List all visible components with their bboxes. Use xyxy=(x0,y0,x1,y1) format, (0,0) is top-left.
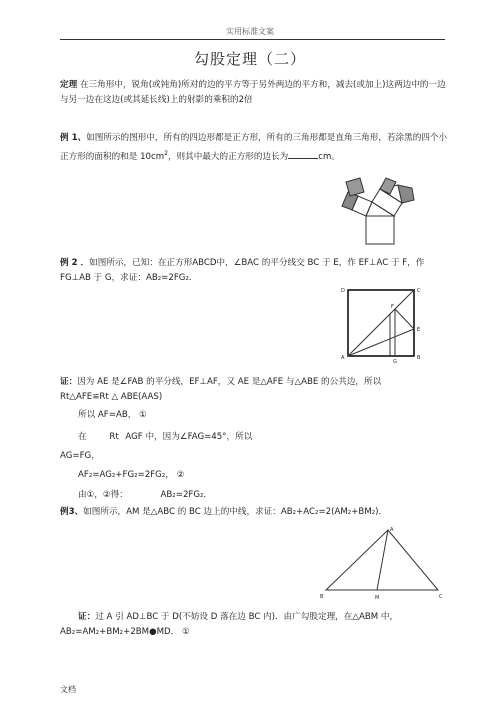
shaded-square-4 xyxy=(398,185,414,203)
example2-paragraph xyxy=(60,256,450,286)
proof2-block xyxy=(60,375,450,405)
example1-paragraph xyxy=(60,131,450,165)
example1-sup: 2 xyxy=(164,150,168,157)
example3-paragraph xyxy=(60,505,450,520)
theorem-paragraph xyxy=(60,78,450,108)
example1-figure xyxy=(330,170,430,248)
proof2-line5: AG=FG， xyxy=(60,451,100,461)
diagonal-ac xyxy=(348,290,414,356)
proof2-line1: 证：因为 AE 是∠FAB 的平分线，EF⊥AF，又 AE 是△AFE 与△ABE 的公共边，所以 xyxy=(60,377,382,387)
theorem-label: 定理 xyxy=(60,80,78,90)
label-b: B xyxy=(320,594,324,600)
page-title: 勾股定理（二） xyxy=(193,50,306,68)
proof3-line1: 证：过 A 引 AD⊥BC 于 D(不妨设 D 落在边 BC 内)．由广勾股定理，在△ABM 中， xyxy=(78,612,399,622)
label-a: A xyxy=(390,527,394,533)
example3-text: 如图所示，AM 是△ABC 的 BC 边上的中线，求证：AB₂+AC₂=2(AM₂+BM₂)． xyxy=(83,507,388,517)
label-a: A xyxy=(341,355,345,361)
label-c: C xyxy=(439,594,443,600)
page-header: 实用标准文案 xyxy=(226,27,274,36)
bisector-ae xyxy=(348,329,414,356)
example1-label: 例 1、 xyxy=(60,133,87,143)
example1-answer-blank[interactable] xyxy=(288,150,318,159)
example1-text-c: cm。 xyxy=(318,151,340,162)
segment-ef xyxy=(395,309,414,329)
example1-text-a: 如图所示的图形中，所有的四边形都是正方形，所有的三角形都是直角三角形，若涂黑的四个小正方形的面积的和是 10cm xyxy=(60,133,448,162)
shaded-square-3 xyxy=(380,178,396,194)
example2-figure xyxy=(338,284,428,364)
example2-label: 例 2 ． xyxy=(60,258,90,268)
proof3-line2: AB₂=AM₂+BM₂+2BM●MD． ① xyxy=(60,627,190,637)
proof2-line7: 由①，②得： AB₂=2FG₂． xyxy=(78,490,213,500)
label-d: D xyxy=(341,288,345,294)
example1-text-b: ，则其中最大的正方形的边长为 xyxy=(167,151,289,162)
theorem-text: 在三角形中，锐角(或钝角)所对的边的平方等于另外两边的平方和，减去(或加上)这两边中的一边与另一边在这边(或其延长线)上的射影的乘积的2倍 xyxy=(60,80,446,105)
proof2-line4: 在 Rt AGF 中，因为∠FAG=45°，所以 xyxy=(78,432,253,442)
label-g: G xyxy=(393,359,397,364)
label-f: F xyxy=(391,304,394,310)
proof2-line2: Rt△AFE≌Rt △ ABE(AAS) xyxy=(60,392,163,402)
example3-figure xyxy=(318,522,448,604)
page-footer: 文档 xyxy=(60,685,76,694)
proof2-line6: AF₂=AG₂+FG₂=2FG₂， ② xyxy=(78,470,185,480)
example3-label: 例3、 xyxy=(60,507,84,517)
example2-text: 如图所示，已知：在正方形ABCD中，∠BAC 的平分线交 BC 于 E，作 EF⊥AC 于 F，作 FG⊥AB 于 G，求证：AB₂=2FG₂． xyxy=(60,258,425,283)
label-b: B xyxy=(417,355,421,361)
largest-square xyxy=(366,216,394,244)
proof2-label: 证： xyxy=(60,377,78,387)
label-m: M xyxy=(375,595,380,601)
rt-symbol: Rt xyxy=(109,432,119,442)
label-c: C xyxy=(417,288,421,294)
label-e: E xyxy=(417,327,421,333)
proof3-label: 证： xyxy=(78,612,96,622)
header-divider xyxy=(60,39,445,40)
proof2-line3: 所以 AF=AB， ① xyxy=(78,410,147,420)
